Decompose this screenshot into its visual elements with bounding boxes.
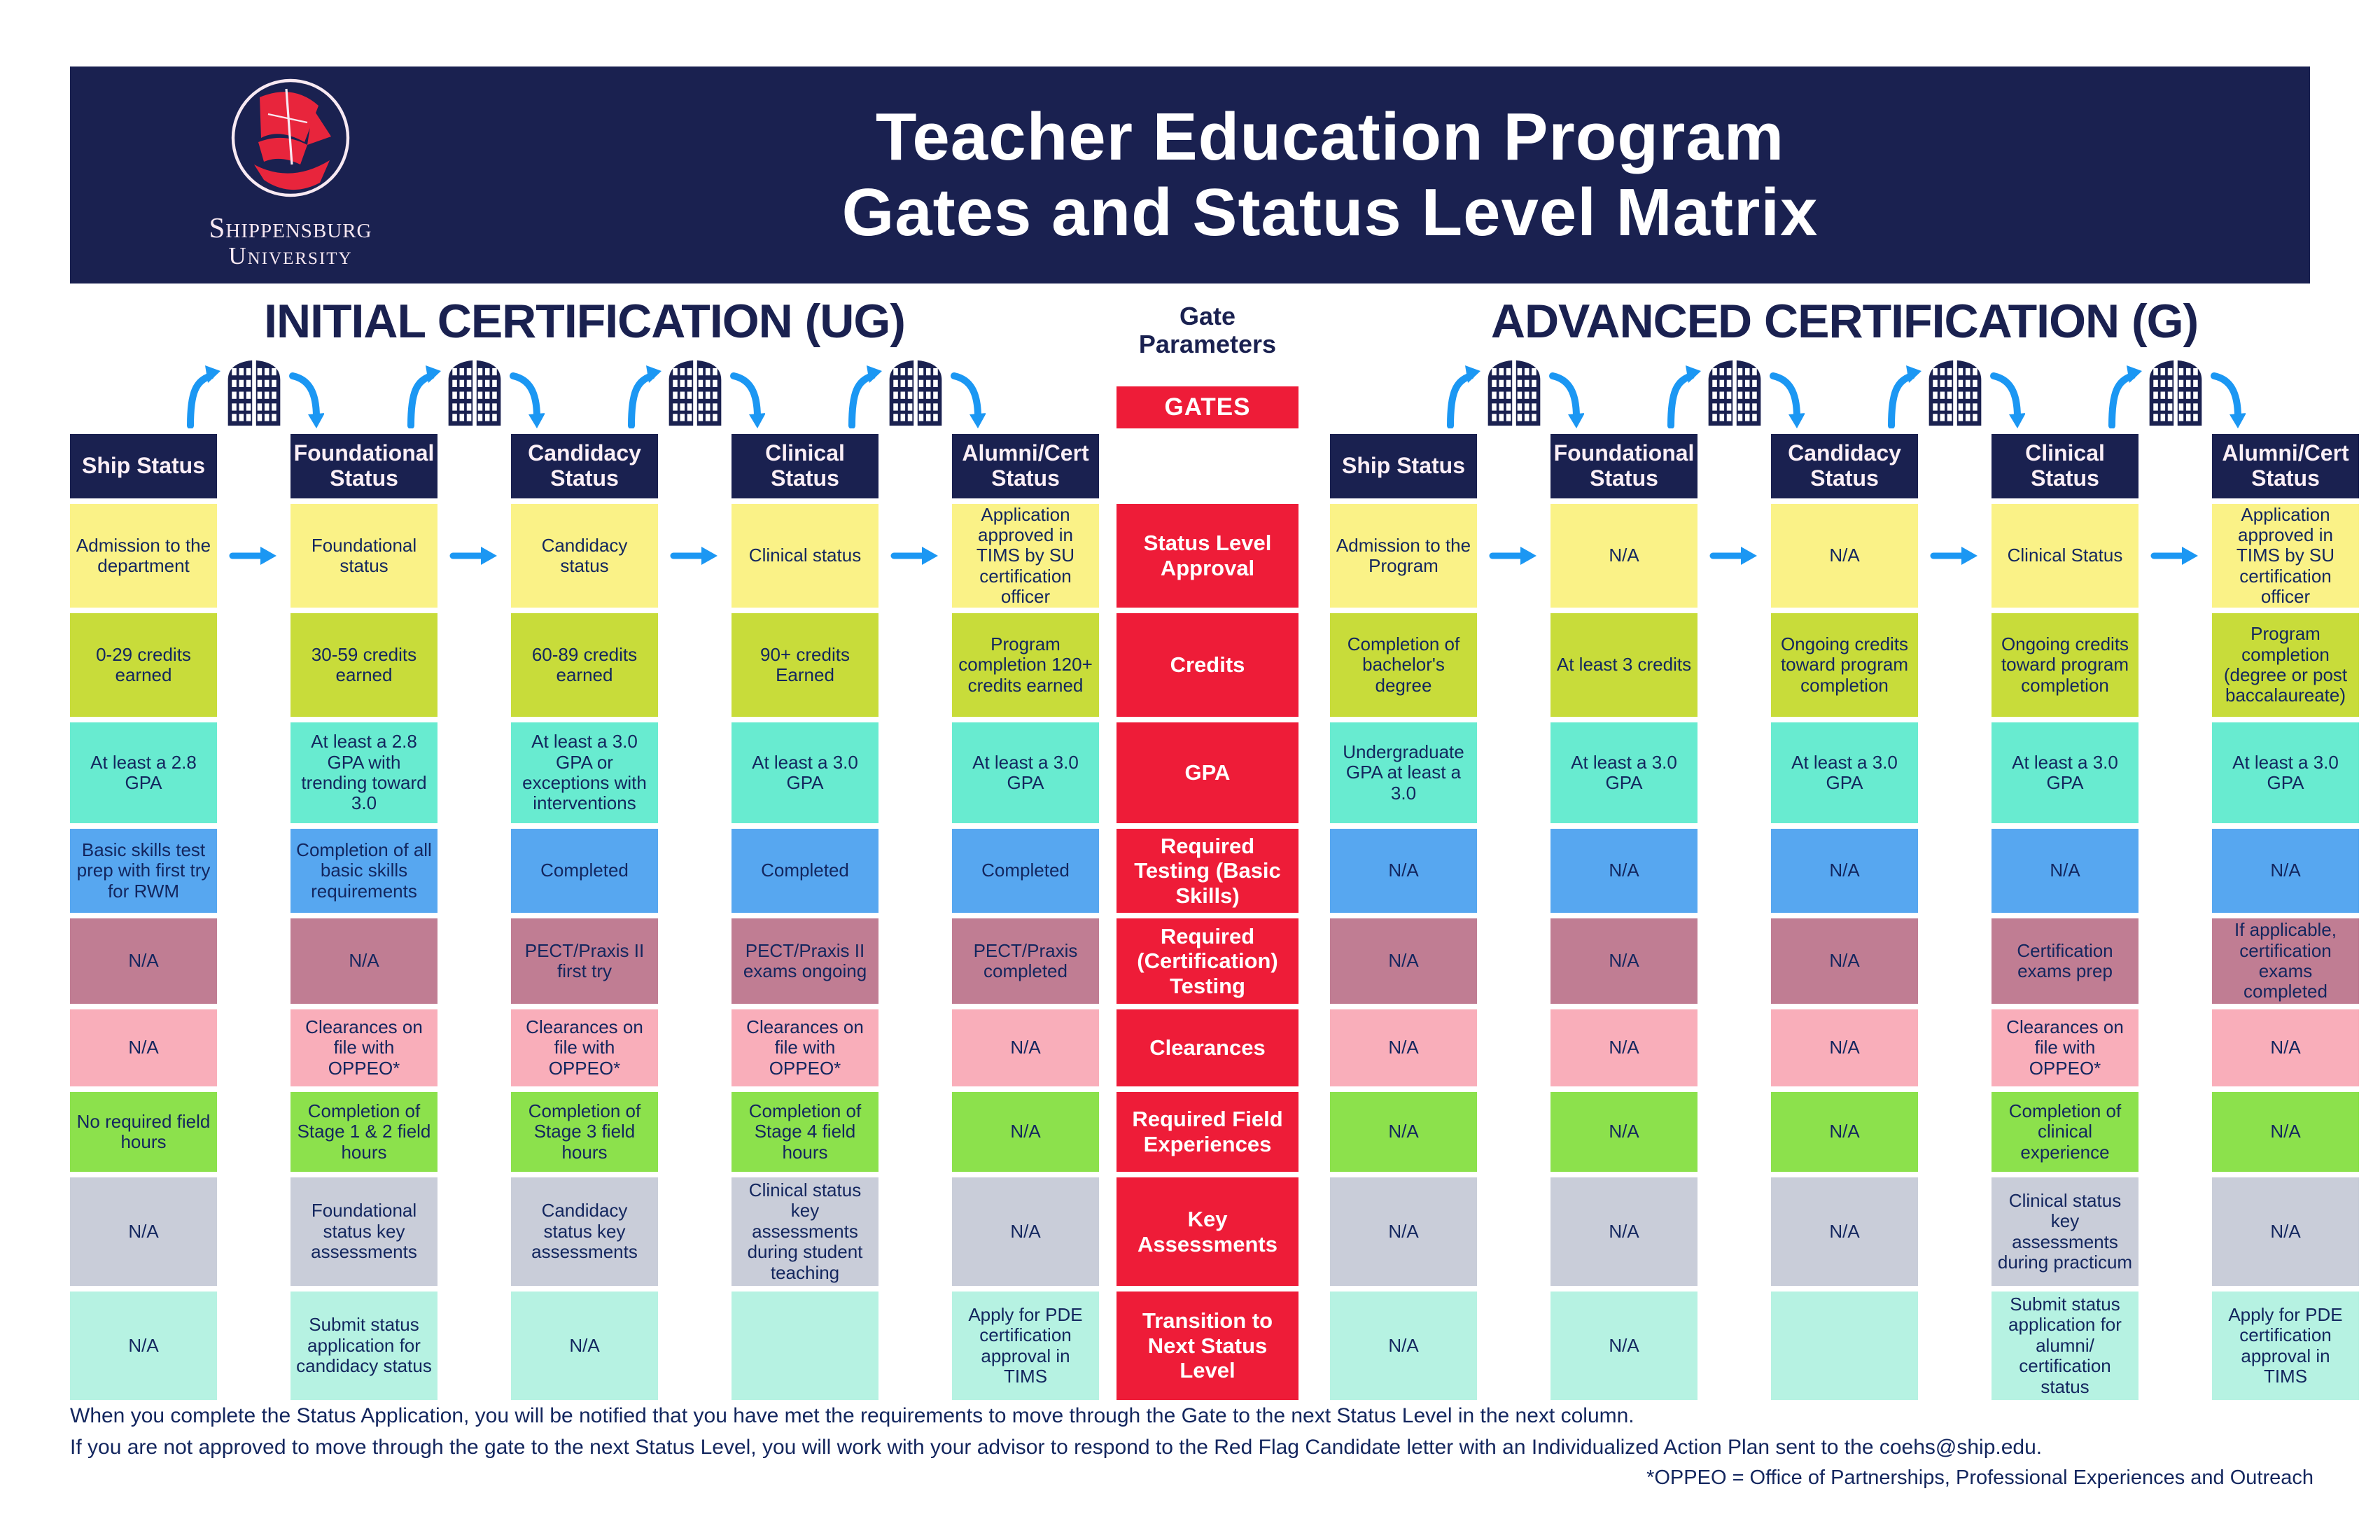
status-cell: At least a 3.0 GPA (952, 722, 1099, 823)
arrow-down-icon (727, 361, 765, 428)
status-cell: Clearances on file with OPPEO* (290, 1009, 438, 1086)
status-cell: N/A (70, 1292, 217, 1400)
arrow-up-icon (2106, 361, 2143, 428)
status-cell: Undergraduate GPA at least a 3.0 (1330, 722, 1477, 823)
university-logo (175, 72, 406, 279)
status-cell: No required field hours (70, 1092, 217, 1172)
status-cell: N/A (1330, 1009, 1477, 1086)
arrow-up-icon (184, 361, 222, 428)
gate-icon (2146, 346, 2205, 428)
status-cell: N/A (1330, 1292, 1477, 1400)
status-cell: If applicable, certification exams completed (2212, 918, 2359, 1004)
column-header: Candidacy Status (1771, 434, 1918, 498)
status-cell: At least a 3.0 GPA or exceptions with interventions (511, 722, 658, 823)
status-cell: N/A (1550, 1177, 1698, 1286)
status-cell: Candidacy status (511, 504, 658, 608)
flow-arrow (229, 545, 279, 570)
gate-parameter-box: Credits (1116, 613, 1298, 717)
status-cell: Clinical Status (1991, 504, 2138, 608)
gate-transition (623, 346, 767, 428)
status-cell: N/A (1550, 1092, 1698, 1172)
status-cell: Completion of all basic skills requirements (290, 829, 438, 913)
arrow-down-icon (1767, 361, 1805, 428)
arrow-up-icon (1665, 361, 1702, 428)
gate-transition (1442, 346, 1586, 428)
status-cell: Admission to the department (70, 504, 217, 608)
gate-parameter-box: Key Assessments (1116, 1177, 1298, 1286)
status-cell: N/A (2212, 829, 2359, 913)
status-cell: At least a 3.0 GPA (1991, 722, 2138, 823)
gate-icon (886, 346, 945, 428)
status-cell: PECT/Praxis II first try (511, 918, 658, 1004)
status-cell: Completion of Stage 3 field hours (511, 1092, 658, 1172)
gate-transition (402, 346, 547, 428)
flow-arrow-icon (890, 545, 941, 567)
status-cell: Submit status application for candidacy status (290, 1292, 438, 1400)
flow-arrow-icon (670, 545, 720, 567)
column-header: Alumni/Cert Status (2212, 434, 2359, 498)
status-cell: N/A (290, 918, 438, 1004)
header-band (70, 66, 2310, 284)
status-cell: Certification exams prep (1991, 918, 2138, 1004)
arrow-up-icon (625, 361, 663, 428)
arrow-down-icon (2208, 361, 2246, 428)
status-cell: Ongoing credits toward program completion (1991, 613, 2138, 717)
status-cell: N/A (1771, 1009, 1918, 1086)
status-cell: Apply for PDE certification approval in TIMS (952, 1292, 1099, 1400)
status-cell: PECT/Praxis II exams ongoing (732, 918, 878, 1004)
arrow-up-icon (1444, 361, 1482, 428)
status-cell: Clearances on file with OPPEO* (732, 1009, 878, 1086)
gate-icon (1705, 346, 1764, 428)
status-cell: PECT/Praxis completed (952, 918, 1099, 1004)
gate-transition (1883, 346, 2027, 428)
status-cell: Completed (952, 829, 1099, 913)
status-cell: Program completion (degree or post baccalaureate) (2212, 613, 2359, 717)
poster-title-line2: Gates and Status Level Matrix (841, 175, 1819, 250)
gate-parameter-box: Required Testing (Basic Skills) (1116, 829, 1298, 913)
gate-transition (182, 346, 326, 428)
status-cell: N/A (1550, 829, 1698, 913)
flow-arrow (1709, 545, 1760, 570)
gate-icon (1926, 346, 1984, 428)
footnote-red-flag: If you are not approved to move through the gate to the next Status Level, you will work with your advisor to respond to the Red Flag Candidate letter with an Individualized Action Plan sent to the coehs@ship.edu. (70, 1436, 2043, 1459)
ship-logo-icon (220, 72, 360, 212)
gate-parameters-label: Gate Parameters (1138, 302, 1277, 359)
status-cell: Admission to the Program (1330, 504, 1477, 608)
gate-parameter-box: Transition to Next Status Level (1116, 1292, 1298, 1400)
column-header: Ship Status (1330, 434, 1477, 498)
status-cell: Apply for PDE certification approval in TIMS (2212, 1292, 2359, 1400)
column-header: Candidacy Status (511, 434, 658, 498)
status-cell: N/A (70, 1177, 217, 1286)
flow-arrow-icon (2150, 545, 2201, 567)
status-cell: N/A (2212, 1092, 2359, 1172)
arrow-down-icon (1546, 361, 1584, 428)
status-cell: N/A (1550, 918, 1698, 1004)
gates-header-box: GATES (1116, 386, 1298, 428)
status-cell: 0-29 credits earned (70, 613, 217, 717)
column-header: Foundational Status (1550, 434, 1698, 498)
footnote-status-application: When you complete the Status Application, you will be notified that you have met the requirements to move through the Gate to the next Status Level in the next column. (70, 1404, 1634, 1427)
flow-arrow (890, 545, 941, 570)
arrow-down-icon (286, 361, 324, 428)
logo-name-line2: University (228, 242, 353, 270)
status-cell (1771, 1292, 1918, 1400)
status-cell: Clinical status key assessments during practicum (1991, 1177, 2138, 1286)
gate-parameter-box: Required (Certification) Testing (1116, 918, 1298, 1004)
status-cell: Completed (732, 829, 878, 913)
status-cell: Foundational status (290, 504, 438, 608)
status-cell: N/A (1771, 1092, 1918, 1172)
logo-name-line1: Shippensburg (209, 211, 372, 244)
gate-transition (1662, 346, 1807, 428)
status-cell: 30-59 credits earned (290, 613, 438, 717)
status-cell: N/A (1330, 1177, 1477, 1286)
status-cell: Application approved in TIMS by SU certification officer (2212, 504, 2359, 608)
flow-arrow-icon (1930, 545, 1980, 567)
status-cell: N/A (70, 918, 217, 1004)
status-cell: Candidacy status key assessments (511, 1177, 658, 1286)
flow-arrow (2150, 545, 2201, 570)
gate-transition (2104, 346, 2248, 428)
status-cell: N/A (952, 1177, 1099, 1286)
status-cell: N/A (1771, 504, 1918, 608)
status-cell: N/A (511, 1292, 658, 1400)
gate-transition (844, 346, 988, 428)
flow-arrow (1489, 545, 1539, 570)
status-cell: N/A (1771, 1177, 1918, 1286)
flow-arrow (1930, 545, 1980, 570)
status-cell: N/A (1991, 829, 2138, 913)
status-cell: Clearances on file with OPPEO* (511, 1009, 658, 1086)
status-cell: Program completion 120+ credits earned (952, 613, 1099, 717)
status-cell: Completion of bachelor's degree (1330, 613, 1477, 717)
status-cell: Ongoing credits toward program completion (1771, 613, 1918, 717)
status-cell: At least a 3.0 GPA (732, 722, 878, 823)
status-cell: 60-89 credits earned (511, 613, 658, 717)
arrow-down-icon (948, 361, 986, 428)
status-cell: N/A (1550, 1009, 1698, 1086)
column-header: Clinical Status (1991, 434, 2138, 498)
arrow-up-icon (1885, 361, 1923, 428)
status-cell: Basic skills test prep with first try for RWM (70, 829, 217, 913)
flow-arrow-icon (1489, 545, 1539, 567)
gate-parameter-box: Status Level Approval (1116, 504, 1298, 608)
gate-parameter-box: GPA (1116, 722, 1298, 823)
flow-arrow-icon (229, 545, 279, 567)
column-header: Foundational Status (290, 434, 438, 498)
column-header: Clinical Status (732, 434, 878, 498)
status-cell: Application approved in TIMS by SU certification officer (952, 504, 1099, 608)
status-cell: At least a 3.0 GPA (2212, 722, 2359, 823)
status-cell: N/A (952, 1009, 1099, 1086)
status-cell: 90+ credits Earned (732, 613, 878, 717)
status-cell: Completion of Stage 1 & 2 field hours (290, 1092, 438, 1172)
poster-title-line1: Teacher Education Program (875, 99, 1785, 175)
flow-arrow (670, 545, 720, 570)
status-cell (732, 1292, 878, 1400)
flow-arrow-icon (449, 545, 500, 567)
status-cell: Completion of clinical experience (1991, 1092, 2138, 1172)
status-cell: At least 3 credits (1550, 613, 1698, 717)
gate-icon (225, 346, 284, 428)
status-cell: Clinical status (732, 504, 878, 608)
advanced-certification-title: ADVANCED CERTIFICATION (G) (1490, 295, 2199, 348)
status-cell: N/A (1771, 918, 1918, 1004)
status-cell: N/A (1330, 1092, 1477, 1172)
status-cell: N/A (952, 1092, 1099, 1172)
arrow-up-icon (405, 361, 442, 428)
status-cell: Foundational status key assessments (290, 1177, 438, 1286)
status-cell: Completed (511, 829, 658, 913)
arrow-up-icon (846, 361, 883, 428)
column-header: Alumni/Cert Status (952, 434, 1099, 498)
flow-arrow-icon (1709, 545, 1760, 567)
status-cell: At least a 3.0 GPA (1771, 722, 1918, 823)
status-cell: N/A (1330, 829, 1477, 913)
status-cell: N/A (2212, 1009, 2359, 1086)
arrow-down-icon (1987, 361, 2025, 428)
status-cell: At least a 2.8 GPA with trending toward 3.0 (290, 722, 438, 823)
status-cell: Clinical status key assessments during student teaching (732, 1177, 878, 1286)
status-cell: N/A (70, 1009, 217, 1086)
column-header: Ship Status (70, 434, 217, 498)
status-cell: N/A (1550, 504, 1698, 608)
status-cell: At least a 3.0 GPA (1550, 722, 1698, 823)
gate-icon (445, 346, 504, 428)
status-cell: N/A (2212, 1177, 2359, 1286)
initial-certification-title: INITIAL CERTIFICATION (UG) (264, 295, 905, 348)
arrow-down-icon (507, 361, 545, 428)
flow-arrow (449, 545, 500, 570)
status-cell: Submit status application for alumni/ certification status (1991, 1292, 2138, 1400)
poster-title (560, 66, 2100, 284)
status-cell: Clearances on file with OPPEO* (1991, 1009, 2138, 1086)
gate-parameter-box: Clearances (1116, 1009, 1298, 1086)
status-cell: N/A (1330, 918, 1477, 1004)
footnote-oppeo-definition: *OPPEO = Office of Partnerships, Professional Experiences and Outreach (1646, 1466, 2314, 1489)
gate-parameter-box: Required Field Experiences (1116, 1092, 1298, 1172)
status-cell: At least a 2.8 GPA (70, 722, 217, 823)
gate-icon (1485, 346, 1544, 428)
status-cell: N/A (1550, 1292, 1698, 1400)
gate-icon (666, 346, 724, 428)
status-cell: Completion of Stage 4 field hours (732, 1092, 878, 1172)
status-cell: N/A (1771, 829, 1918, 913)
